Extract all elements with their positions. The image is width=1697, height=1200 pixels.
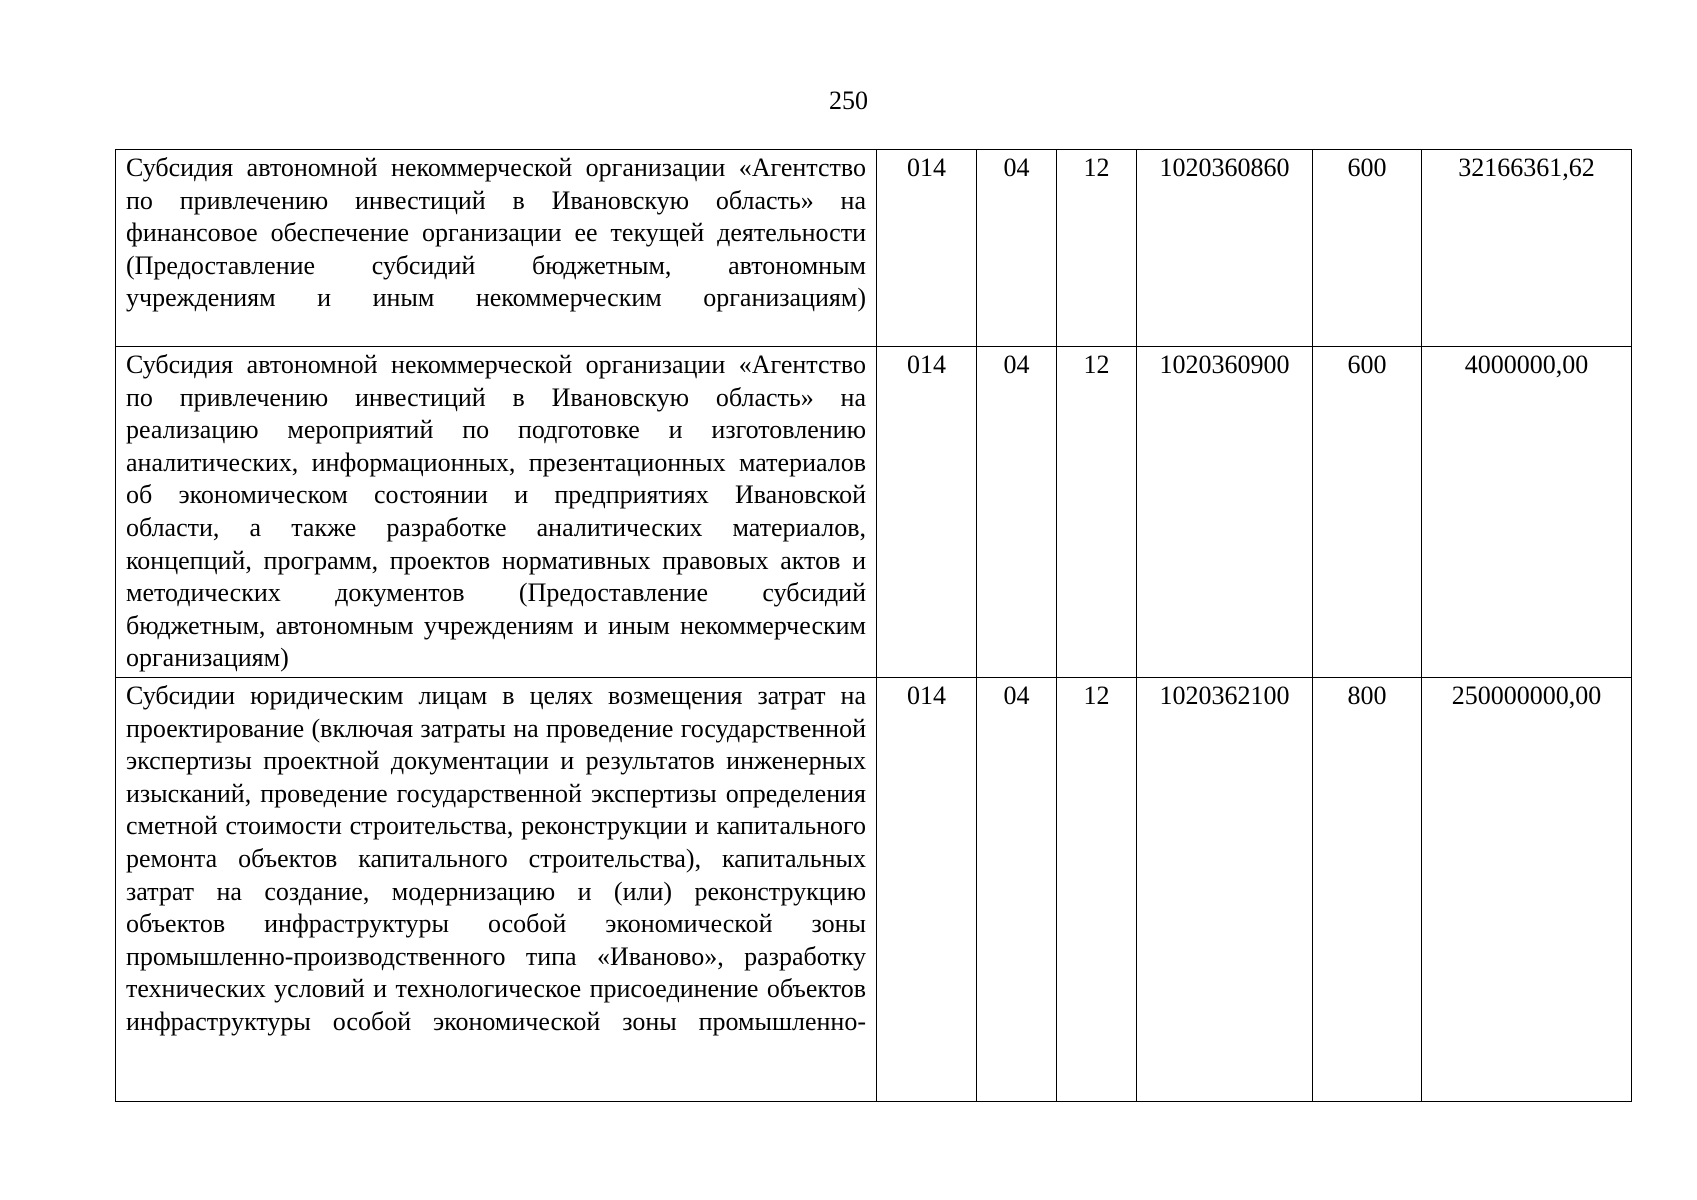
row-pr-code: 12 <box>1057 677 1137 1101</box>
row-description: Субсидии юридическим лицам в целях возмещения затрат на проектирование (включая затраты на проведение государственной экспертизы проектной документации и результатов инженерных изысканий, проведение государственной экспертизы определения сметной стоимости строительства, реконструкции и капитального ремонта объектов капитального строительства), капитальных затрат на создание, модернизацию и (или) реконструкцию объектов инфраструктуры особой экономической зоны промышленно-производственного типа «Иваново», разработку технических условий и технологическое присоединение объектов инфраструктуры особой экономической зоны промышленно- <box>116 677 877 1101</box>
row-pr-code: 12 <box>1057 347 1137 678</box>
row-gr-code: 014 <box>877 150 977 347</box>
row-amount: 32166361,62 <box>1422 150 1632 347</box>
row-csr-code: 1020362100 <box>1137 677 1313 1101</box>
row-vr-code: 600 <box>1313 150 1422 347</box>
row-rz-code: 04 <box>977 677 1057 1101</box>
row-vr-code: 800 <box>1313 677 1422 1101</box>
table-row <box>116 677 1632 1101</box>
table-row <box>116 150 1632 347</box>
row-rz-code: 04 <box>977 347 1057 678</box>
row-description: Субсидия автономной некоммерческой организации «Агентство по привлечению инвестиций в Ивановскую область» на реализацию мероприятий по подготовке и изготовлению аналитических, информационных, презентационных материалов об экономическом состоянии и предприятиях Ивановской области, а также разработке аналитических материалов, концепций, программ, проектов нормативных правовых актов и методических документов (Предоставление субсидий бюджетным, автономным учреждениям и иным некоммерческим организациям) <box>116 347 877 678</box>
row-csr-code: 1020360900 <box>1137 347 1313 678</box>
row-amount: 250000000,00 <box>1422 677 1632 1101</box>
row-gr-code: 014 <box>877 347 977 678</box>
row-pr-code: 12 <box>1057 150 1137 347</box>
row-vr-code: 600 <box>1313 347 1422 678</box>
row-gr-code: 014 <box>877 677 977 1101</box>
page-number: 250 <box>829 86 868 115</box>
row-csr-code: 1020360860 <box>1137 150 1313 347</box>
table-row <box>116 347 1632 678</box>
row-rz-code: 04 <box>977 150 1057 347</box>
row-amount: 4000000,00 <box>1422 347 1632 678</box>
budget-table <box>115 149 1632 1102</box>
row-description: Субсидия автономной некоммерческой организации «Агентство по привлечению инвестиций в Ивановскую область» на финансовое обеспечение организации ее текущей деятельности (Предоставление субсидий бюджетным, автономным учреждениям и иным некоммерческим организациям) <box>116 150 877 347</box>
